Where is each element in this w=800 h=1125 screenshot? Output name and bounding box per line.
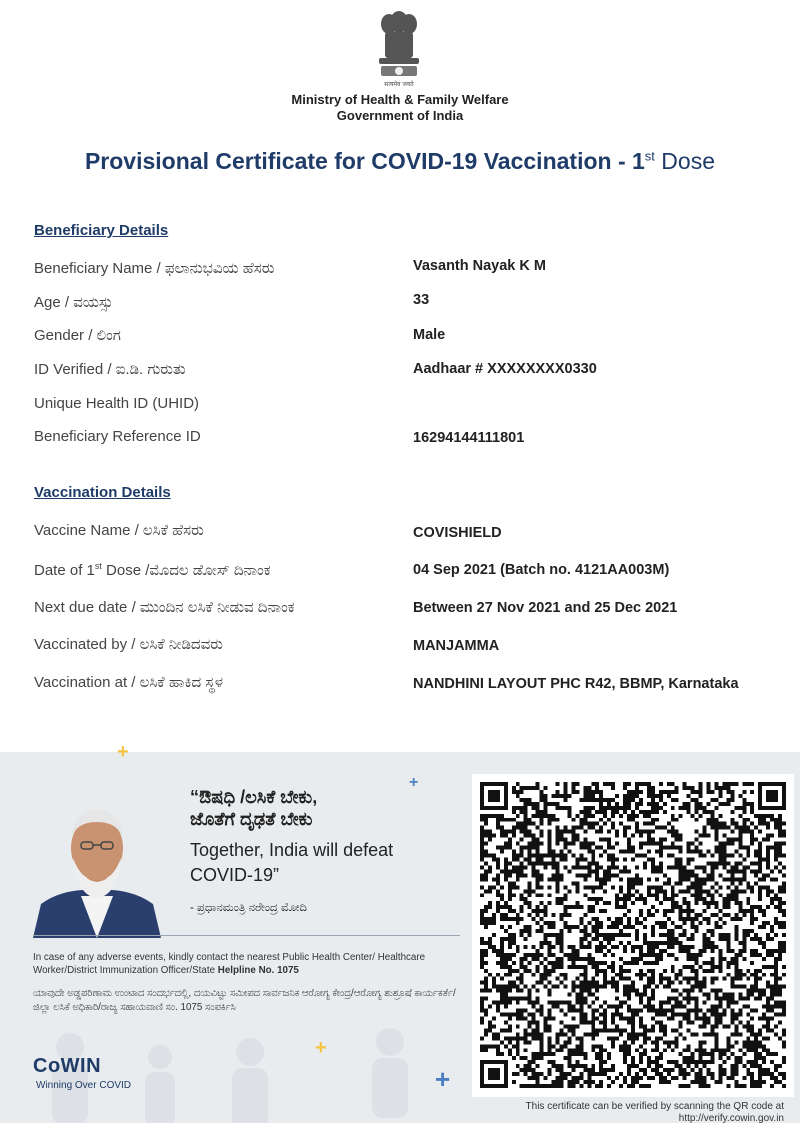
prime-minister-photo (33, 800, 161, 938)
government-name: Government of India (336, 108, 464, 123)
plus-icon: + (409, 774, 419, 791)
cowin-tagline: Winning Over COVID (36, 1080, 132, 1091)
qr-finder-pattern (488, 1068, 500, 1080)
plus-icon: + (315, 1037, 327, 1059)
age-label: Age / ವಯಸ್ಸು (34, 294, 114, 311)
first-dose-date-label (34, 561, 271, 579)
footer-divider (33, 935, 460, 936)
adverse-events-advisory (33, 951, 463, 977)
next-due-date-label: Next due date / ಮುಂದಿನ ಲಸಿಕೆ ನೀಡುವ ದಿನಾಂಕ (34, 599, 295, 616)
state-emblem-icon (373, 10, 425, 90)
vaccine-name-value: COVISHIELD (413, 525, 502, 541)
beneficiary-details-heading: Beneficiary Details (34, 222, 169, 239)
uhid-label: Unique Health ID (UHID) (34, 395, 200, 412)
cowin-logo: CoWIN (33, 1055, 102, 1077)
vaccinated-by-label: Vaccinated by / ಲಸಿಕೆ ನೀಡಿದವರು (34, 636, 223, 653)
ministry-name: Ministry of Health & Family Welfare (291, 92, 509, 107)
beneficiary-name-value: Vasanth Nayak K M (413, 258, 546, 274)
vaccinated-by-value: MANJAMMA (413, 638, 500, 654)
qr-finder-pattern (766, 790, 778, 802)
title-dose: Dose (654, 148, 716, 174)
adverse-events-advisory-kannada: ಯಾವುದೇ ಅಡ್ಡಪರಿಣಾಮ ಉಂಟಾದ ಸಂದರ್ಭದಲ್ಲಿ, ದಯವಿಟ್ಟು ಸಮೀಪದ ಸಾರ್ವಜನಿಕ ಆರೋಗ್ಯ ಕೇಂದ್ರ/ಆರೋಗ್ಯ ಶುಶ್ರೂಷೆ ಕಾರ್ಯಕರ್ತೆ/ ಜಿಲ್ಲಾ ಲಸಿಕೆ ಅಧಿಕಾರಿ/ರಾಜ್ಯ ಸಹಾಯವಾಣಿ ಸಂ. 1075 ಸಂಪರ್ಕಿಸಿ (33, 988, 456, 1013)
vaccination-details-heading: Vaccination Details (34, 484, 171, 501)
first-dose-label-pre: Date of 1 (34, 562, 95, 579)
gender-value: Male (413, 327, 446, 343)
quote-kannada (190, 786, 317, 830)
vaccination-at-label: Vaccination at / ಲಸಿಕೆ ಹಾಕಿದ ಸ್ಥಳ (34, 674, 224, 691)
first-dose-label-sup: st (94, 561, 102, 571)
qr-finder-pattern (488, 790, 500, 802)
helpline-number: Helpline No. 1075 (217, 965, 299, 976)
ministry-heading (0, 92, 800, 124)
quote-english: Together, India will defeat COVID-19” (190, 840, 394, 885)
vaccination-at-value: NANDHINI LAYOUT PHC R42, BBMP, Karnataka (413, 676, 739, 692)
title-main: Provisional Certificate for COVID-19 Vaccination - 1 (84, 148, 645, 174)
id-verified-label: ID Verified / ಐ.ಡಿ. ಗುರುತು (34, 361, 186, 378)
quote-kannada-line1: “ಔಷಧಿ /ಲಸಿಕೆ ಬೇಕು, (190, 787, 318, 807)
vaccine-name-label: Vaccine Name / ಲಸಿಕೆ ಹೆಸರು (34, 522, 204, 539)
age-value: 33 (413, 292, 430, 308)
reference-id-value: 16294144111801 (413, 430, 525, 446)
first-dose-date-value: 04 Sep 2021 (Batch no. 4121AA003M) (413, 562, 670, 578)
quote-kannada-line2: ಜೊತೆಗೆ ದೃಢತೆ ಬೇಕು (190, 809, 313, 829)
gender-label: Gender / ಲಿಂಗ (34, 327, 121, 344)
beneficiary-name-label: Beneficiary Name / ಫಲಾನುಭವಿಯ ಹೆಸರು (34, 260, 275, 277)
verification-note (464, 1101, 784, 1125)
first-dose-label-post: Dose /ಮೊದಲ ಡೋಸ್ ದಿನಾಂಕ (101, 562, 271, 579)
qr-code-icon (480, 782, 786, 1088)
verify-url[interactable]: http://verify.cowin.gov.in (678, 1113, 784, 1124)
emblem-caption: सत्यमेव जयते (384, 81, 414, 88)
quote-attribution: - ಪ್ರಧಾನಮಂತ್ರಿ ನರೇಂದ್ರ ಮೋದಿ (190, 902, 307, 914)
certificate-title (0, 148, 800, 175)
plus-icon: + (435, 1064, 451, 1094)
reference-id-label: Beneficiary Reference ID (34, 428, 201, 445)
plus-icon: + (117, 741, 129, 763)
verify-text: This certificate can be verified by scanning the QR code at (525, 1101, 784, 1112)
id-verified-value: Aadhaar # XXXXXXXX0330 (413, 361, 597, 377)
title-sup: st (644, 148, 655, 164)
advisory-text: In case of any adverse events, kindly contact the nearest Public Health Center/ Healthcare Worker/District Immunization Officer/State (33, 952, 426, 976)
next-due-date-value: Between 27 Nov 2021 and 25 Dec 2021 (413, 600, 678, 616)
